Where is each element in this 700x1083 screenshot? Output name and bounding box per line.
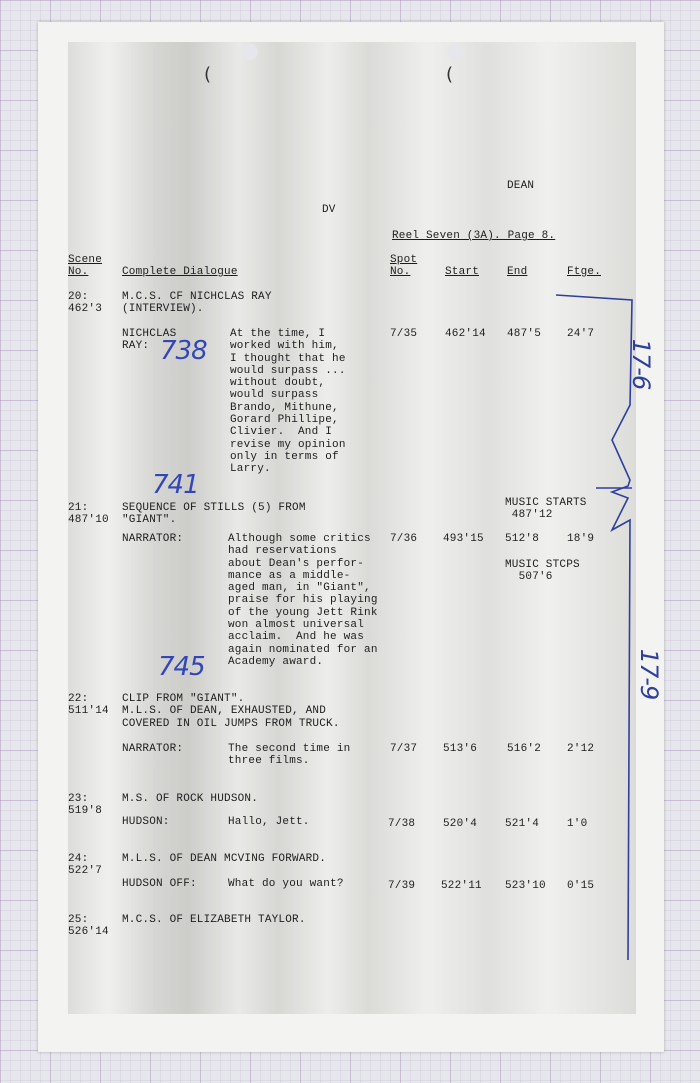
scene-21-speaker: NARRATOR: [122,533,184,545]
scene-23-speaker: HUDSON: [122,816,170,828]
scene-21-music-stops: MUSIC STCPS 507'6 [505,559,580,584]
copy-mark: ( [446,64,454,85]
scene-24-number: 24: 522'7 [68,853,103,878]
handwritten-745: 745 [158,652,205,682]
col-start: Start [445,266,480,278]
scene-22-number: 22: 511'14 [68,693,109,718]
scene-23-description: M.S. OF ROCK HUDSON. [122,793,259,805]
scene-21-end: 512'8 [505,533,540,545]
scene-21-dialogue: Although some critics had reservations about Dean's perfor- mance as a middle- aged man, in "Giant", praise for his playing of the young Jett Rink won almost universal acclaim. And he was again nominated for an Academy award. [228,533,378,668]
scene-20-speaker: NICHCLAS RAY: [122,328,177,353]
pen-bracket-line [556,295,632,960]
copy-mark: ( [204,64,212,85]
handwritten-738: 738 [160,336,207,366]
scene-21-description: SEQUENCE OF STILLS (5) FROM "GIANT". [122,502,306,527]
handwritten-side-17-6: 17-6 [627,338,656,390]
col-ftge: Ftge. [567,266,602,278]
scene-20-ftge: 24'7 [567,328,595,340]
scene-21-start: 493'15 [443,533,484,545]
handwritten-side-17-9: 17-9 [635,648,664,700]
scene-22-spot: 7/37 [390,743,418,755]
scene-23-start: 520'4 [443,818,478,830]
scene-22-end: 516'2 [507,743,542,755]
scene-22-description: CLIP FROM "GIANT". M.L.S. OF DEAN, EXHAUSTED, AND COVERED IN OIL JUMPS FROM TRUCK. [122,693,340,730]
col-complete-dialogue: Complete Dialogue [122,266,238,278]
scene-25-description: M.C.S. OF ELIZABETH TAYLOR. [122,914,306,926]
scene-24-dialogue: What do you want? [228,878,344,890]
scene-23-number: 23: 519'8 [68,793,103,818]
scene-22-dialogue: The second time in three films. [228,743,351,768]
scene-23-end: 521'4 [505,818,540,830]
header-dv: DV [322,204,336,216]
scene-20-description: M.C.S. CF NICHCLAS RAY (INTERVIEW). [122,291,272,316]
scene-23-ftge: 1'0 [567,818,588,830]
scene-20-spot: 7/35 [390,328,418,340]
handwritten-741: 741 [152,470,199,500]
scene-20-number: 20: 462'3 [68,291,103,316]
col-spot-no: Spot No. [390,254,418,279]
scene-21-music-starts: MUSIC STARTS 487'12 [505,497,587,522]
scene-21-number: 21: 487'10 [68,502,109,527]
scene-21-ftge: 18'9 [567,533,595,545]
scene-24-description: M.L.S. OF DEAN MCVING FORWARD. [122,853,327,865]
scene-22-start: 513'6 [443,743,478,755]
scene-23-dialogue: Hallo, Jett. [228,816,310,828]
col-end: End [507,266,528,278]
scene-24-ftge: 0'15 [567,880,595,892]
scene-22-ftge: 2'12 [567,743,595,755]
scene-20-dialogue: At the time, I worked with him, I thought that he would surpass ... without doubt, would surpass Brando, Mithune, Gorard Phillipe, Clivier. And I revise my opinion only in terms of Larry. [230,328,346,476]
scene-24-end: 523'10 [505,880,546,892]
scene-20-end: 487'5 [507,328,542,340]
scene-24-spot: 7/39 [388,880,416,892]
scene-21-spot: 7/36 [390,533,418,545]
col-scene-no: Scene No. [68,254,103,279]
scene-23-spot: 7/38 [388,818,416,830]
header-reel-page: Reel Seven (3A). Page 8. [392,230,556,242]
header-dean: DEAN [507,180,535,192]
scene-22-speaker: NARRATOR: [122,743,184,755]
scene-24-start: 522'11 [441,880,482,892]
scene-20-start: 462'14 [445,328,486,340]
scene-24-speaker: HUDSON OFF: [122,878,197,890]
scene-25-number: 25: 526'14 [68,914,109,939]
